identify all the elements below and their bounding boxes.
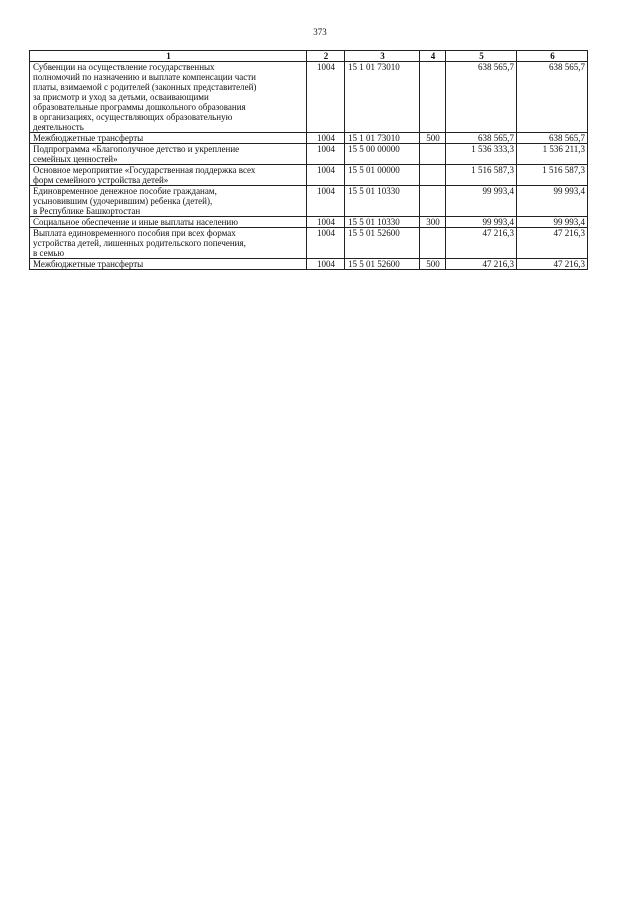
row-value2-cell: 638 565,7 (517, 62, 588, 133)
row-value2-cell: 47 216,3 (517, 228, 588, 259)
row-section-cell: 1004 (307, 259, 345, 270)
table-row (30, 217, 588, 228)
row-type-cell (420, 228, 446, 259)
table-row (30, 259, 588, 270)
row-name-line: в Республике Башкортостан (33, 206, 141, 216)
row-section-cell: 1004 (307, 165, 345, 186)
row-type-cell (420, 62, 446, 133)
row-name-line: форм семейного устройства детей» (33, 175, 169, 185)
row-name-line: семейных ценностей» (33, 154, 118, 164)
row-value1-cell: 99 993,4 (446, 186, 517, 217)
page-number: 373 (313, 27, 327, 37)
budget-table (29, 50, 588, 270)
row-name-cell (30, 62, 307, 133)
row-name-line: Социальное обеспечение и иные выплаты населению (33, 217, 238, 227)
row-type-cell: 300 (420, 217, 446, 228)
row-section-cell: 1004 (307, 186, 345, 217)
header-col-2: 2 (307, 51, 345, 62)
row-type-cell: 500 (420, 133, 446, 144)
row-name-cell (30, 186, 307, 217)
row-name-line: устройства детей, лишенных родительского попечения, (33, 238, 246, 248)
row-value2-cell: 47 216,3 (517, 259, 588, 270)
row-section-cell: 1004 (307, 228, 345, 259)
row-name-line: Единовременное денежное пособие гражданам, (33, 186, 217, 196)
row-name-line: в организациях, осуществляющих образовательную (33, 112, 233, 122)
row-name-cell (30, 259, 307, 270)
header-col-6: 6 (517, 51, 588, 62)
row-section-cell: 1004 (307, 217, 345, 228)
row-target-cell: 15 5 01 00000 (345, 165, 420, 186)
header-col-1: 1 (30, 51, 307, 62)
row-value1-cell: 47 216,3 (446, 259, 517, 270)
row-name-cell (30, 144, 307, 165)
row-name-line: образовательные программы дошкольного образования (33, 102, 246, 112)
row-section-cell: 1004 (307, 144, 345, 165)
row-target-cell: 15 5 01 10330 (345, 217, 420, 228)
row-value2-cell: 99 993,4 (517, 186, 588, 217)
row-type-cell (420, 186, 446, 217)
row-target-cell: 15 5 00 00000 (345, 144, 420, 165)
table-row (30, 165, 588, 186)
row-target-cell: 15 5 01 52600 (345, 259, 420, 270)
row-value2-cell: 638 565,7 (517, 133, 588, 144)
row-value1-cell: 1 536 333,3 (446, 144, 517, 165)
table-row (30, 186, 588, 217)
row-name-line: Выплата единовременного пособия при всех формах (33, 228, 236, 238)
row-target-cell: 15 1 01 73010 (345, 62, 420, 133)
row-value1-cell: 99 993,4 (446, 217, 517, 228)
row-name-line: Межбюджетные трансферты (33, 133, 144, 143)
row-name-line: усыновившим (удочерившим) ребенка (детей), (33, 196, 213, 206)
row-section-cell: 1004 (307, 133, 345, 144)
row-target-cell: 15 1 01 73010 (345, 133, 420, 144)
row-name-cell (30, 228, 307, 259)
table-row (30, 133, 588, 144)
row-type-cell (420, 144, 446, 165)
row-value1-cell: 638 565,7 (446, 62, 517, 133)
table-row (30, 144, 588, 165)
header-col-4: 4 (420, 51, 446, 62)
row-target-cell: 15 5 01 52600 (345, 228, 420, 259)
row-name-cell (30, 133, 307, 144)
row-name-line: Основное мероприятие «Государственная поддержка всех (33, 165, 256, 175)
row-value2-cell: 1 516 587,3 (517, 165, 588, 186)
row-value2-cell: 1 536 211,3 (517, 144, 588, 165)
table-row (30, 62, 588, 133)
header-col-5: 5 (446, 51, 517, 62)
table-row (30, 228, 588, 259)
table-body (30, 62, 588, 270)
row-name-cell (30, 165, 307, 186)
row-name-line: платы, взимаемой с родителей (законных представителей) (33, 82, 257, 92)
row-name-line: полномочий по назначению и выплате компенсации части (33, 72, 256, 82)
row-type-cell: 500 (420, 259, 446, 270)
row-name-line: Субвенции на осуществление государственных (33, 62, 215, 72)
row-name-cell (30, 217, 307, 228)
row-section-cell: 1004 (307, 62, 345, 133)
row-target-cell: 15 5 01 10330 (345, 186, 420, 217)
row-name-line: деятельность (33, 122, 84, 132)
row-type-cell (420, 165, 446, 186)
row-name-line: Межбюджетные трансферты (33, 259, 144, 269)
row-value1-cell: 47 216,3 (446, 228, 517, 259)
row-name-line: в семью (33, 248, 65, 258)
table-header-row (30, 51, 588, 62)
header-col-3: 3 (345, 51, 420, 62)
row-value2-cell: 99 993,4 (517, 217, 588, 228)
row-value1-cell: 638 565,7 (446, 133, 517, 144)
row-value1-cell: 1 516 587,3 (446, 165, 517, 186)
row-name-line: за присмотр и уход за детьми, осваивающими (33, 92, 209, 102)
row-name-line: Подпрограмма «Благополучное детство и укрепление (33, 144, 240, 154)
